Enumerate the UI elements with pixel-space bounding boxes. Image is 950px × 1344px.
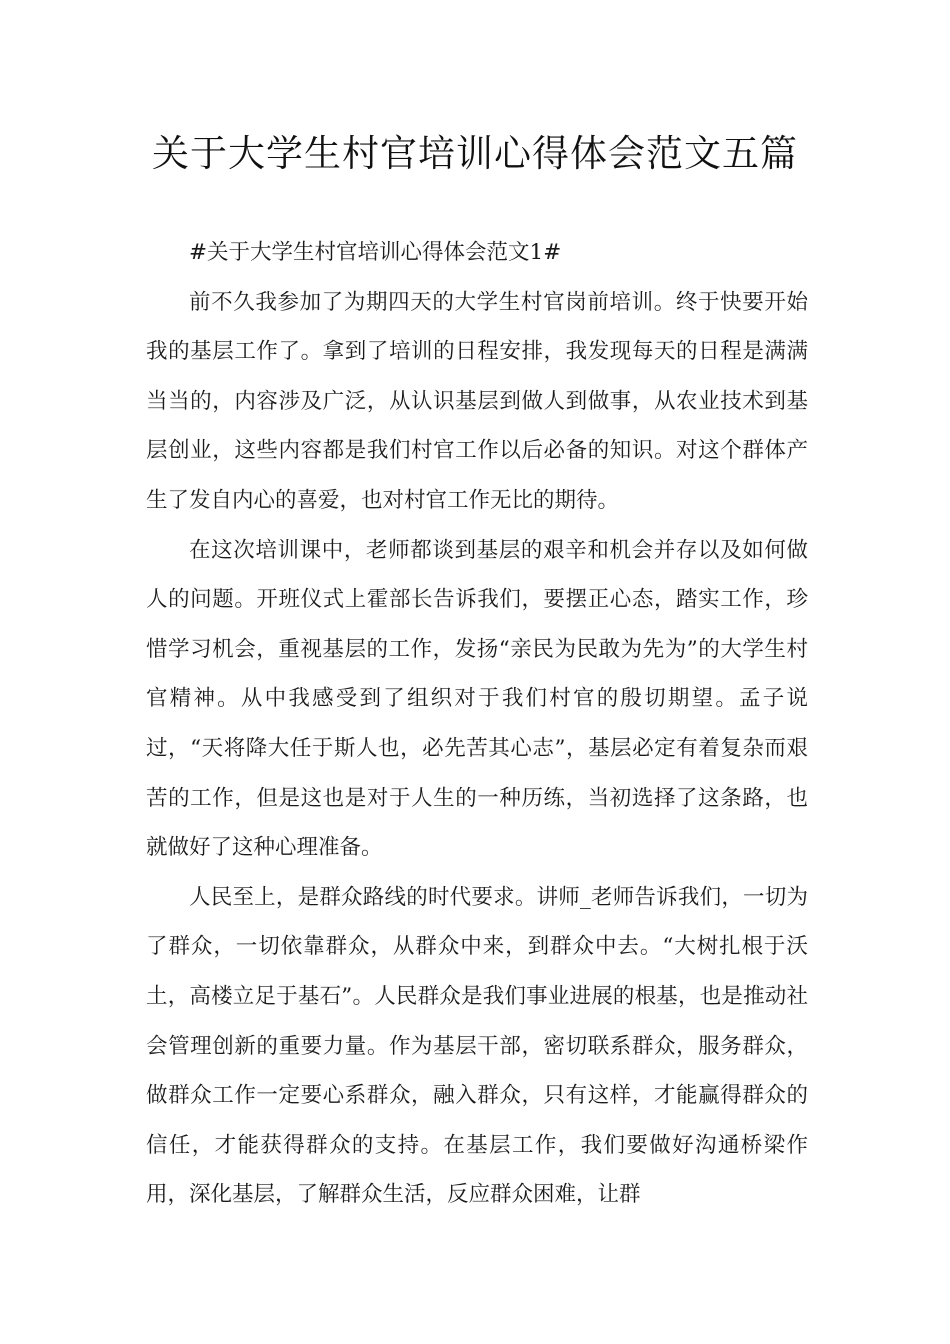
paragraph: 人民至上，是群众路线的时代要求。讲师_老师告诉我们，一切为了群众，一切依靠群众，从群众中来，到群众中去。“大树扎根于沃土，高楼立足于基石”。人民群众是我们事业进展的根基，也是推动社会管理创新的重要力量。作为基层干部，密切联系群众，服务群众，做群众工作一定要心系群众，融入群众，只有这样，才能赢得群众的信任，才能获得群众的支持。在基层工作，我们要做好沟通桥梁作用，深化基层，了解群众生活，反应群众困难，让群 bbox=[146, 884, 808, 1208]
paragraph: 前不久我参加了为期四天的大学生村官岗前培训。终于快要开始我的基层工作了。拿到了培训的日程安排，我发现每天的日程是满满当当的，内容涉及广泛，从认识基层到做人到做事，从农业技术到基层创业，这些内容都是我们村官工作以后必备的知识。对这个群体产生了发自内心的喜爱，也对村官工作无比的期待。 bbox=[146, 289, 808, 513]
paragraph: 在这次培训课中，老师都谈到基层的艰辛和机会并存以及如何做人的问题。开班仪式上霍部长告诉我们，要摆正心态，踏实工作，珍惜学习机会，重视基层的工作，发扬“亲民为民敢为先为”的大学生村官精神。从中我感受到了组织对于我们村官的殷切期望。孟子说过，“天将降大任于斯人也，必先苦其心志”，基层必定有着复杂而艰苦的工作，但是这也是对于人生的一种历练，当初选择了这条路，也就做好了这种心理准备。 bbox=[146, 537, 808, 861]
document-title: 关于大学生村官培训心得体会范文五篇 bbox=[152, 132, 798, 175]
document-body bbox=[146, 228, 808, 1220]
section-heading: #关于大学生村官培训心得体会范文1# bbox=[189, 240, 562, 265]
